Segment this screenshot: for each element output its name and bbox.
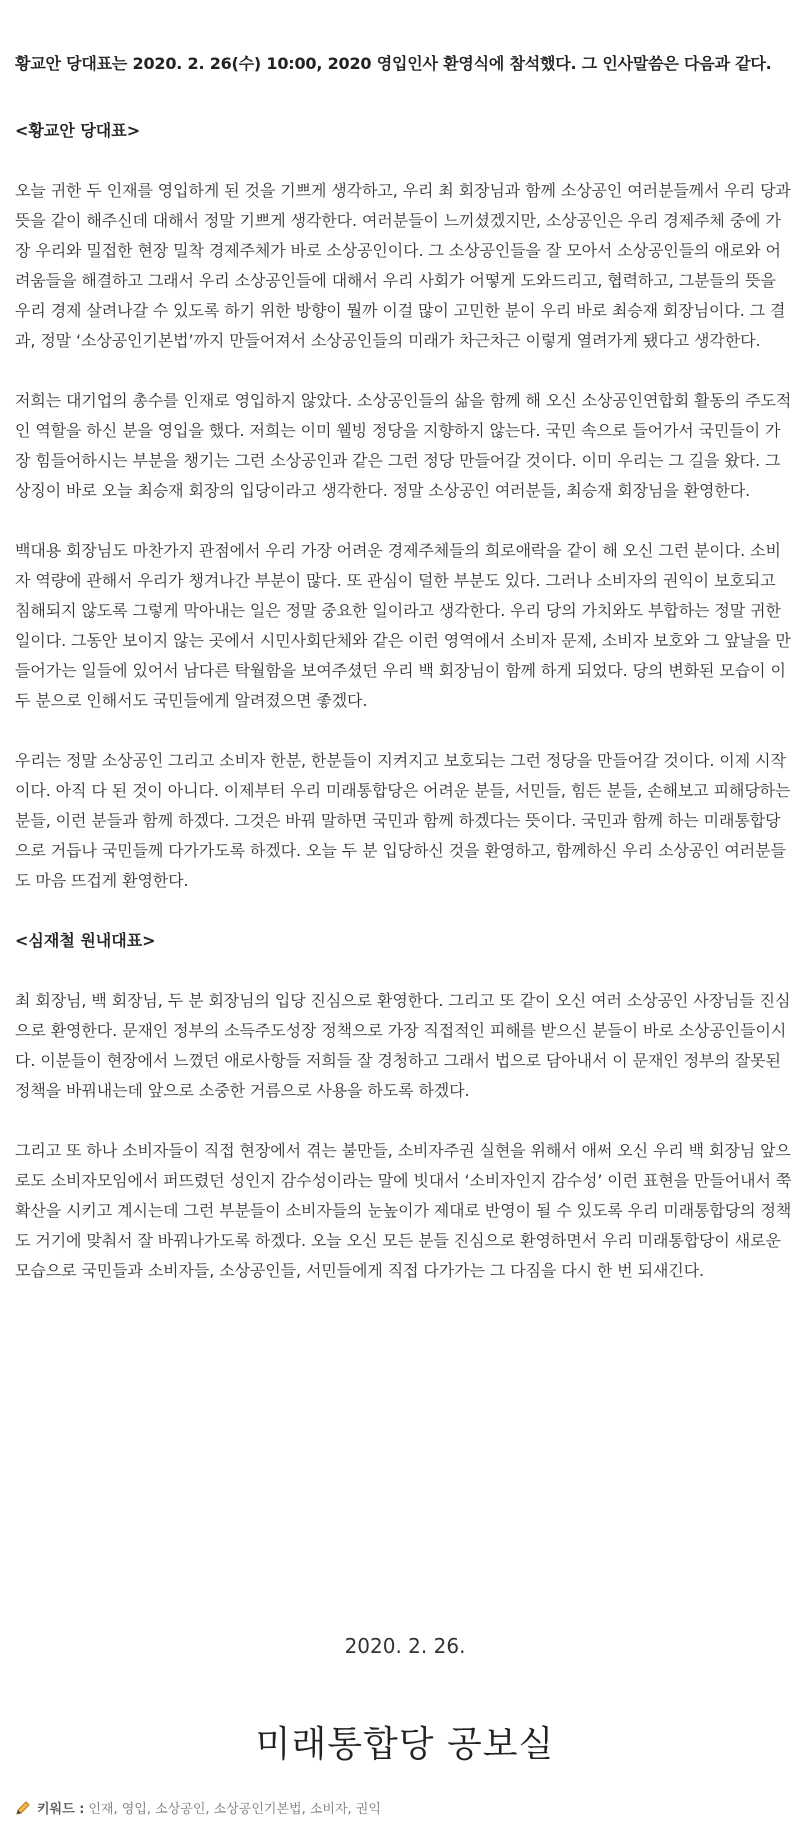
press-office-signature: 미래통합당 공보실	[255, 1724, 555, 1765]
paragraph: 우리는 정말 소상공인 그리고 소비자 한분, 한분들이 지켜지고 보호되는 그런 정당을 만들어갈 것이다. 이제 시작이다. 아직 다 된 것이 아니다. 이제부터 우리 미래통합당은 어려운 분들, 서민들, 힘든 분들, 손해보고 피해당하는 분들, 이런 분들과 함께 하겠다. 그것은 바꿔 말하면 국민과 함께 하겠다는 뜻이다. 국민과 함께 하는 미래통합당으로 거듭나 국민들께 다가가도록 하겠다. 오늘 두 분 입당하신 것을 환영하고, 함께하신 우리 소상공인 여러분들도 마음 뜨겁게 환영한다.	[15, 751, 791, 890]
keywords-label: 키워드 :	[37, 1802, 85, 1817]
article-body	[15, 46, 795, 1286]
pencil-icon	[15, 1800, 31, 1816]
paragraph: 그리고 또 하나 소비자들이 직접 현장에서 겪는 불만들, 소비자주권 실현을 위해서 애써 오신 우리 백 회장님 앞으로도 소비자모임에서 퍼뜨렸던 성인지 감수성이라는 말에 빗대서 ‘소비자인지 감수성’ 이런 표현을 만들어내서 쭉 확산을 시키고 계시는데 그런 부분들이 소비자들의 눈높이가 제대로 반영이 될 수 있도록 우리 미래통합당의 정책도 거기에 맞춰서 잘 바꿔나가도록 하겠다. 오늘 오신 모든 분들 진심으로 환영하면서 우리 미래통합당이 새로운 모습으로 국민들과 소비자들, 소상공인들, 서민들에게 직접 다가가는 그 다짐을 다시 한 번 되새긴다.	[15, 1141, 792, 1280]
speaker-heading-sim: <심재철 원내대표>	[15, 931, 156, 950]
speaker-heading-hwang: <황교안 당대표>	[15, 121, 141, 140]
paragraph: 백대용 회장님도 마찬가지 관점에서 우리 가장 어려운 경제주체들의 희로애락을 같이 해 오신 그런 분이다. 소비자 역량에 관해서 우리가 챙겨나간 부분이 많다. 또 관심이 덜한 부분도 있다. 그러나 소비자의 권익이 보호되고 침해되지 않도록 그렇게 막아내는 일은 정말 중요한 일이라고 생각한다. 우리 당의 가치와도 부합하는 정말 귀한 일이다. 그동안 보이지 않는 곳에서 시민사회단체와 같은 이런 영역에서 소비자 문제, 소비자 보호와 그 앞날을 만들어가는 일들에 있어서 남다른 탁월함을 보여주셨던 우리 백 회장님이 함께 하게 되었다. 당의 변화된 모습이 이 두 분으로 인해서도 국민들에게 알려졌으면 좋겠다.	[15, 541, 791, 710]
keywords-list[interactable]: 인재, 영입, 소상공인, 소상공인기본법, 소비자, 권익	[88, 1802, 381, 1817]
paragraph: 오늘 귀한 두 인재를 영입하게 된 것을 기쁘게 생각하고, 우리 최 회장님과 함께 소상공인 여러분들께서 우리 당과 뜻을 같이 해주신데 대해서 정말 기쁘게 생각한다. 여러분들이 느끼셨겠지만, 소상공인은 우리 경제주체 중에 가장 우리와 밀접한 현장 밀착 경제주체가 바로 소상공인이다. 그 소상공인들을 잘 모아서 소상공인들의 애로와 어려움들을 해결하고 그래서 우리 소상공인들에 대해서 우리 사회가 어떻게 도와드리고, 협력하고, 그분들의 뜻을 우리 경제 살려나갈 수 있도록 하기 위한 방향이 뭘까 이걸 많이 고민한 분이 우리 바로 최승재 회장님이다. 그 결과, 정말 ‘소상공인기본법’까지 만들어져서 소상공인들의 미래가 차근차근 이렇게 열려가게 됐다고 생각한다.	[15, 181, 791, 350]
intro-text: 황교안 당대표는 2020. 2. 26(수) 10:00, 2020 영입인사 환영식에 참석했다. 그 인사말씀은 다음과 같다.	[15, 54, 772, 73]
release-date: 2020. 2. 26.	[344, 1634, 466, 1658]
keywords-bar	[15, 1798, 381, 1817]
paragraph: 저희는 대기업의 총수를 인재로 영입하지 않았다. 소상공인들의 삶을 함께 해 오신 소상공인연합회 활동의 주도적인 역할을 하신 분을 영입을 했다. 저희는 이미 웰빙 정당을 지향하지 않는다. 국민 속으로 들어가서 국민들이 가장 힘들어하시는 부분을 챙기는 그런 소상공인과 같은 그런 정당 만들어갈 것이다. 이미 우리는 그 길을 왔다. 그 상징이 바로 오늘 최승재 회장의 입당이라고 생각한다. 정말 소상공인 여러분들, 최승재 회장님을 환영한다.	[15, 391, 792, 500]
paragraph: 최 회장님, 백 회장님, 두 분 회장님의 입당 진심으로 환영한다. 그리고 또 같이 오신 여러 소상공인 사장님들 진심으로 환영한다. 문재인 정부의 소득주도성장 정책으로 가장 직접적인 피해를 받으신 분들이 바로 소상공인들이시다. 이분들이 현장에서 느꼈던 애로사항들 저희들 잘 경청하고 그래서 법으로 담아내서 이 문재인 정부의 잘못된 정책을 바꿔내는데 앞으로 소중한 거름으로 사용을 하도록 하겠다.	[15, 991, 791, 1100]
